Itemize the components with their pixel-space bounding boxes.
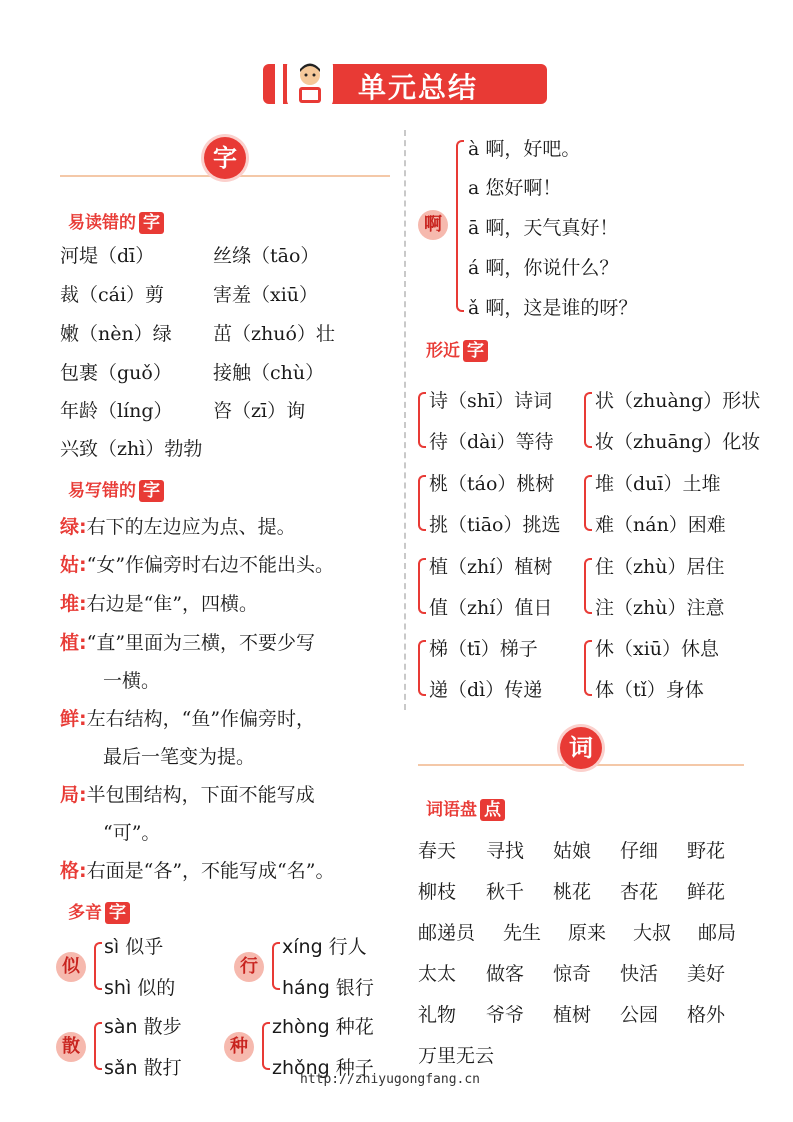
section-ci-badge: 词	[560, 727, 602, 769]
word-cell: 邮局	[698, 922, 737, 944]
yixie-item: 一横。	[103, 670, 161, 692]
word-cell: 礼物	[418, 1004, 457, 1026]
xingjin-item: 注（zhù）注意	[595, 597, 725, 619]
xingjin-item: 挑（tiāo）挑选	[429, 514, 561, 536]
word-cell: 万里无云	[418, 1045, 495, 1067]
brace	[418, 640, 426, 696]
yidu-line: 害羞（xiū）	[213, 284, 319, 306]
a-line: ā 啊，天气真好！	[468, 217, 619, 239]
brace	[584, 558, 592, 614]
yixie-item: 最后一笔变为提。	[103, 746, 256, 768]
brace	[584, 392, 592, 448]
xingjin-item: 待（dài）等待	[429, 431, 554, 453]
duoyin-char-badge: 种	[224, 1032, 254, 1062]
xingjin-heading	[426, 336, 488, 362]
yixie-item: 绿:右下的左边应为点、提。	[60, 516, 296, 538]
section-zi-badge: 字	[204, 137, 246, 179]
yixie-heading	[68, 476, 164, 502]
xingjin-item: 难（nán）困难	[595, 514, 726, 536]
word-cell: 植树	[553, 1004, 592, 1026]
word-cell: 快活	[620, 963, 659, 985]
xingjin-heading-text: 形近	[426, 341, 460, 361]
page-title: 单元总结	[358, 71, 479, 104]
xingjin-item: 诗（shī）诗词	[429, 390, 553, 412]
word-cell: 大叔	[633, 922, 672, 944]
word-cell: 先生	[503, 922, 542, 944]
word-cell: 鲜花	[687, 881, 726, 903]
duoyin-heading-text: 多音	[68, 903, 102, 923]
footer-url[interactable]: http://zhiyugongfang.cn	[300, 1072, 481, 1087]
word-cell: 寻找	[486, 840, 525, 862]
brace	[418, 475, 426, 531]
duoyin-reading: zhòng 种花	[272, 1016, 374, 1038]
xingjin-item: 体（tǐ）身体	[595, 679, 704, 701]
duoyin-reading: shì 似的	[104, 977, 176, 999]
ciyu-heading-box: 点	[480, 799, 505, 821]
word-cell: 柳枝	[418, 881, 457, 903]
yidu-line: 嫩（nèn）绿	[60, 323, 172, 345]
yidu-line: 兴致（zhì）勃勃	[60, 438, 203, 460]
a-line: ǎ 啊，这是谁的呀？	[468, 297, 638, 319]
yidu-line: 裁（cái）剪	[60, 284, 165, 306]
yixie-item: 堆:右边是“隹”，四横。	[60, 593, 259, 615]
brace	[584, 640, 592, 696]
yidu-line: 包裹（guǒ）	[60, 362, 172, 384]
word-cell: 公园	[620, 1004, 659, 1026]
duoyin-char-badge: 行	[234, 952, 264, 982]
brace	[94, 942, 102, 990]
yixie-item: 鲜:左右结构，“鱼”作偏旁时，	[60, 708, 316, 730]
a-char-badge: 啊	[418, 210, 448, 240]
xingjin-item: 桃（táo）桃树	[429, 473, 555, 495]
brace	[584, 475, 592, 531]
banner-notch	[275, 64, 283, 104]
yidu-line: 年龄（líng）	[60, 400, 173, 422]
word-cell: 格外	[687, 1004, 726, 1026]
yidu-line: 咨（zī）询	[213, 400, 306, 422]
word-cell: 姑娘	[553, 840, 592, 862]
duoyin-reading: sǎn 散打	[104, 1057, 182, 1079]
xingjin-item: 值（zhí）值日	[429, 597, 553, 619]
xingjin-item: 妆（zhuāng）化妆	[595, 431, 761, 453]
brace	[262, 1022, 270, 1070]
duoyin-reading: zhǒng 种子	[272, 1057, 374, 1079]
duoyin-reading: sàn 散步	[104, 1016, 182, 1038]
yidu-line: 丝绦（tāo）	[213, 245, 320, 267]
a-line: á 啊，你说什么？	[468, 257, 619, 279]
column-divider	[404, 130, 406, 710]
duoyin-char-badge: 散	[56, 1032, 86, 1062]
xingjin-item: 梯（tī）梯子	[429, 638, 538, 660]
yidu-heading	[68, 208, 164, 234]
word-cell: 邮递员	[418, 922, 476, 944]
yixie-heading-text: 易写错的	[68, 481, 136, 501]
duoyin-heading	[68, 898, 130, 924]
xingjin-item: 状（zhuàng）形状	[595, 390, 761, 412]
brace	[94, 1022, 102, 1070]
yidu-line: 河堤（dī）	[60, 245, 155, 267]
yidu-line: 接触（chù）	[213, 362, 325, 384]
duoyin-reading: xíng 行人	[282, 936, 367, 958]
word-cell: 秋千	[486, 881, 525, 903]
yixie-item: 植:“直”里面为三横，不要少写	[60, 632, 316, 654]
duoyin-char-badge: 似	[56, 952, 86, 982]
yixie-heading-box: 字	[139, 480, 164, 502]
ciyu-heading-text: 词语盘	[426, 800, 477, 820]
student-reading-icon	[287, 58, 333, 108]
xingjin-item: 住（zhù）居住	[595, 556, 725, 578]
ciyu-heading	[426, 795, 505, 821]
word-cell: 爷爷	[486, 1004, 525, 1026]
word-cell: 惊奇	[553, 963, 592, 985]
duoyin-reading: sì 似乎	[104, 936, 164, 958]
brace	[418, 558, 426, 614]
duoyin-heading-box: 字	[105, 902, 130, 924]
yidu-heading-text: 易读错的	[68, 213, 136, 233]
yixie-item: 姑:“女”作偏旁时右边不能出头。	[60, 554, 335, 576]
word-cell: 做客	[486, 963, 525, 985]
word-cell: 桃花	[553, 881, 592, 903]
xingjin-item: 休（xiū）休息	[595, 638, 720, 660]
yidu-line: 茁（zhuó）壮	[213, 323, 335, 345]
a-line: à 啊，好吧。	[468, 138, 581, 160]
xingjin-item: 堆（duī）土堆	[595, 473, 721, 495]
brace	[456, 140, 464, 312]
word-cell: 春天	[418, 840, 457, 862]
word-cell: 原来	[568, 922, 607, 944]
brace	[272, 942, 280, 990]
yidu-heading-box: 字	[139, 212, 164, 234]
duoyin-reading: háng 银行	[282, 977, 374, 999]
word-cell: 太太	[418, 963, 457, 985]
a-line: a 您好啊！	[468, 177, 562, 199]
yixie-item: “可”。	[103, 822, 161, 844]
xingjin-heading-box: 字	[463, 340, 488, 362]
xingjin-item: 递（dì）传递	[429, 679, 543, 701]
yixie-item: 格:右面是“各”，不能写成“名”。	[60, 860, 335, 882]
yixie-item: 局:半包围结构，下面不能写成	[60, 784, 315, 806]
brace	[418, 392, 426, 448]
word-cell: 杏花	[620, 881, 659, 903]
word-cell: 野花	[687, 840, 726, 862]
xingjin-item: 植（zhí）植树	[429, 556, 553, 578]
word-cell: 仔细	[620, 840, 659, 862]
word-cell: 美好	[687, 963, 726, 985]
